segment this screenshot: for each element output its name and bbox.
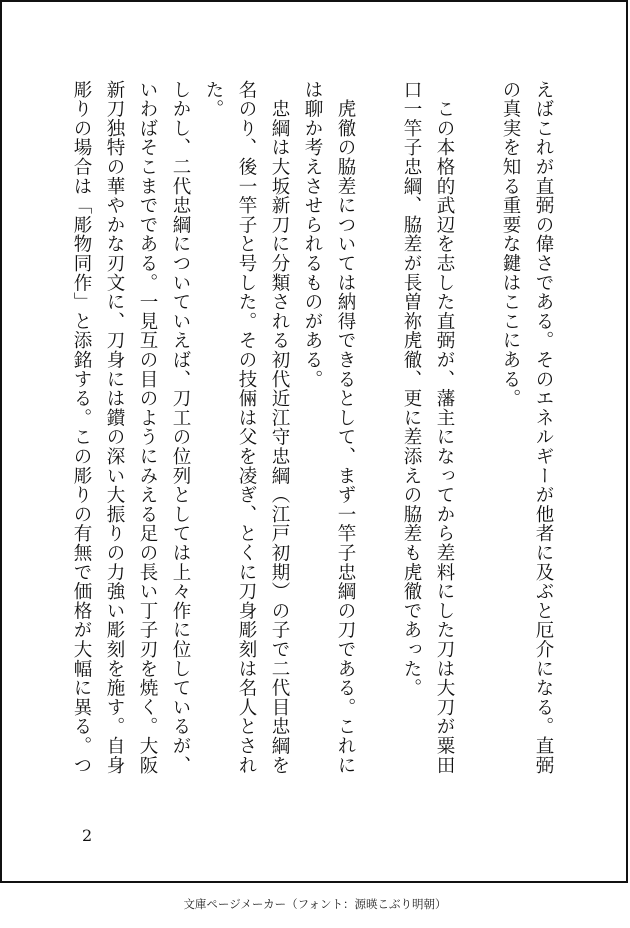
paragraph-3: 虎徹の脇差については納得できるとして、まず一竿子忠綱の刀である。これには聊か考えさせられるものがある。 [302, 80, 356, 775]
paragraph-5: しかし、二代忠綱についていえば、刀工の位列としては上々作に位しているが、いわばそこまでである。一見互の目のようにみえる足の長い丁子刃を焼く。大阪新刀独特の華やかな刃文に、刀身には鑚の深い大振りの力強い彫刻を施す。自身彫りの場合は「彫物同作」と添銘する。この彫りの有無で価格が大幅に異る。つ [71, 80, 191, 775]
paragraph-2: この本格的武辺を志した直弼が、藩主になってから差料にした刀は大刀が粟田口一竿子忠綱、脇差が長曽祢虎徹、更に差添えの脇差も虎徹であった。 [401, 80, 455, 775]
vertical-text-body [65, 80, 560, 780]
paragraph-1: えばこれが直弼の偉さである。そのエネルギーが他者に及ぶと厄介になる。直弼の真実を知る重要な鍵はここにある。 [500, 80, 554, 775]
page-number: 2 [82, 826, 93, 845]
footer-credit: 文庫ページメーカー（フォント：源暎こぶり明朝） [183, 897, 447, 911]
paragraph-4: 忠綱は大坂新刀に分類される初代近江守忠綱（江戸初期）の子で二代目忠綱を名のり、後一竿子と号した。その技倆は父を凌ぎ、とくに刀身彫刻は名人とされた。 [203, 80, 290, 775]
